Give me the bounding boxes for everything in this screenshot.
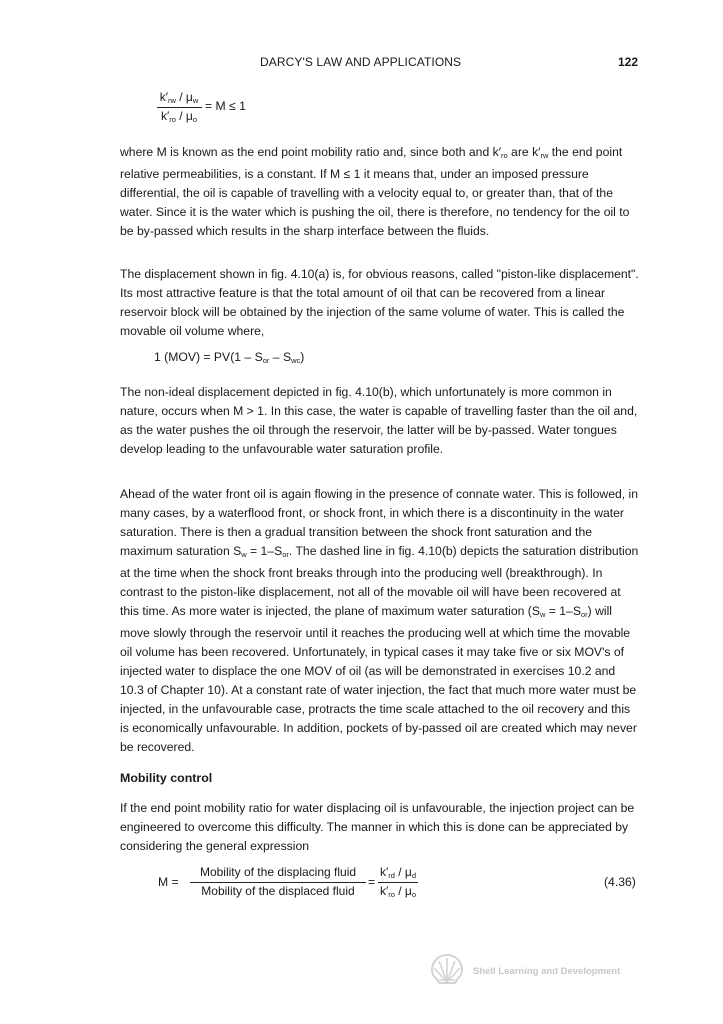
section-heading-mobility-control: Mobility control <box>120 771 213 785</box>
eq-top-denominator: $k'_{ro} / \mu_o$ <box>160 109 197 124</box>
footer-brand-text: Shell Learning and Development <box>473 966 621 977</box>
eq436-numerator-text: Mobility of the displacing fluid <box>199 865 357 879</box>
paragraph-mobility-ratio: where M is known as the end point mobility ratio and, since both and $k'_{ro}$ are $k'_{rw}$ the end point relative permeabilities, is a constant. If M ≤ 1 it means that, under an imposed pressure differential, the oil is capable of travelling with a velocity equal to, or greater than, that of the water. Since it is the water which is pushing the oil, there is therefore, no tendency for the oil to be by-passed which results in the sharp interface between the fluids. <box>120 145 630 238</box>
paragraph-non-ideal-displacement: The non-ideal displacement depicted in fig. 4.10(b), which unfortunately is more common in nature, occurs when M > 1. In this case, the water is capable of travelling faster than the oil and, as the water pushes the oil through the reservoir, the latter will be by-passed. Water tongues develop leading to the unfavourable water saturation profile. <box>120 385 638 456</box>
page-number: 122 <box>618 55 639 69</box>
equation-movable-oil-volume: 1 $(MOV) = PV(1 - S_{or} - S_{wc})$ <box>154 350 305 365</box>
paragraph-mobility-control: If the end point mobility ratio for water displacing oil is unfavourable, the injection project can be engineered to overcome this difficulty. The manner in which this is done can be appreciated by considering the general expression <box>120 801 635 853</box>
eq-top-numerator: $k'_{rw} / \mu_w$ <box>159 90 199 105</box>
eq436-fraction-bar-1 <box>190 882 366 883</box>
shell-logo-icon <box>430 953 464 985</box>
eq436-number-label: (4.36) <box>604 875 636 889</box>
eq436-lhs: M = <box>158 875 179 889</box>
paragraph-water-front: Ahead of the water front oil is again flowing in the presence of connate water. This is followed, in many cases, by a waterflood front, or shock front, in which there is a discontinuity in the water saturation. There is then a gradual transition between the shock front saturation and the maximum saturation $S_w = 1-S_{or}$. The dashed line in fig. 4.10(b) depicts the saturation distribution at the time when the shock front breaks through into the producing well (breakthrough). In contrast to the piston-like displacement, not all of the movable oil will have been recovered at this time. As more water is injected, the plane of maximum water saturation $(S_w = 1-S_{or})$ will move slowly through the reservoir until it reaches the producing well at which time the movable oil volume has been recovered. Unfortunately, in typical cases it may take five or six MOV's of injected water to displace the one MOV of oil (as will be demonstrated in exercises 10.2 and 10.3 of Chapter 10). At a constant rate of water injection, the fact that much more water must be injected, in the unfavourable case, protracts the time scale attached to the oil recovery and this is economically unfavourable. In addition, pockets of by-passed oil are created which may never be recovered. <box>120 487 639 754</box>
eq436-fraction-bar-2 <box>378 882 418 883</box>
eq436-denominator-symbolic: $k'_{ro} / \mu_o$ <box>379 884 416 899</box>
eq-top-rhs: = M ≤ 1 <box>205 99 246 113</box>
eq436-denominator-text: Mobility of the displaced fluid <box>201 884 355 898</box>
eq436-numerator-symbolic: $k'_{rd} / \mu_d$ <box>379 865 416 880</box>
eq-top-fraction-bar <box>157 107 202 108</box>
running-header-title: DARCY'S LAW AND APPLICATIONS <box>260 55 462 69</box>
paragraph-piston-like: The displacement shown in fig. 4.10(a) is, for obvious reasons, called "piston-like displacement". Its most attractive feature is that the total amount of oil that can be recovered from a linear reservoir block will be obtained by the injection of the same volume of water. This is called the movable oil volume where, <box>120 267 639 338</box>
eq436-equals: = <box>368 875 376 889</box>
